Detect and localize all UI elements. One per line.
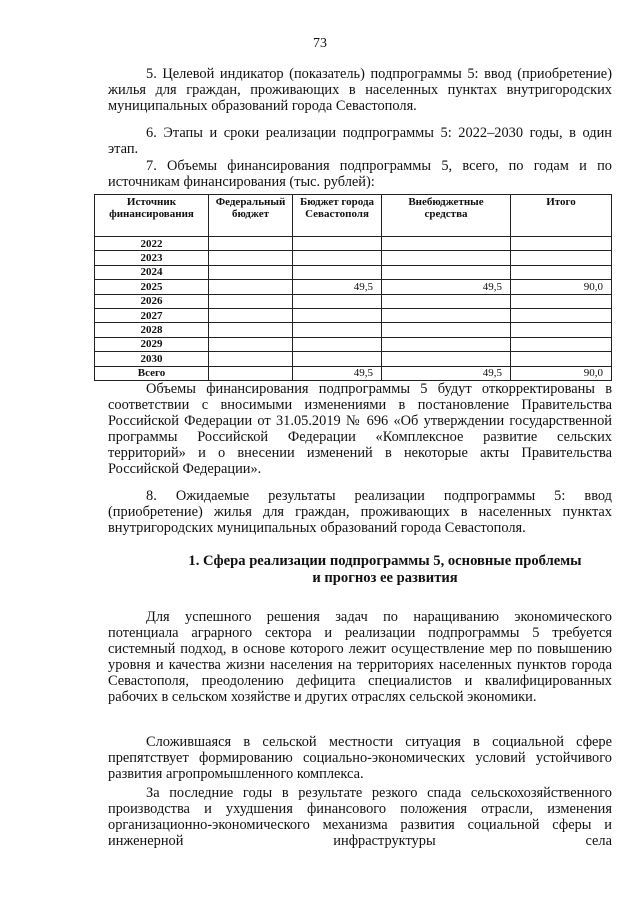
table-total-row (95, 366, 612, 380)
header-extrabudget: Внебюджетные средства (382, 195, 511, 237)
cell-federal (209, 366, 293, 380)
cell-city (293, 251, 382, 265)
page-number: 73 (313, 36, 327, 51)
table-row (95, 337, 612, 351)
row-year: 2028 (95, 323, 209, 337)
row-year: 2025 (95, 280, 209, 294)
cell-total (511, 352, 612, 366)
cell-total (511, 237, 612, 251)
funding-table (94, 194, 612, 381)
cell-federal (209, 280, 293, 294)
row-year: 2026 (95, 294, 209, 308)
paragraph-3: За последние годы в результате резкого спада сельскохозяйственного производства и ухудшения финансового положения отрасли, изменения организационно-экономического механизма развития социальной сферы и инженерной инфраструктуры села (108, 785, 612, 849)
row-year: 2029 (95, 337, 209, 351)
cell-city (293, 308, 382, 322)
cell-federal (209, 308, 293, 322)
row-year: 2023 (95, 251, 209, 265)
table-row (95, 237, 612, 251)
table-row (95, 352, 612, 366)
cell-total: 90,0 (511, 280, 612, 294)
cell-city (293, 294, 382, 308)
table-row (95, 323, 612, 337)
cell-federal (209, 294, 293, 308)
item-8-results: 8. Ожидаемые результаты реализации подпрограммы 5: ввод (приобретение) жилья для граждан, проживающих в населенных пунктах внутригородских муниципальных образований города Севастополя. (108, 488, 612, 536)
item-7-funding: 7. Объемы финансирования подпрограммы 5, всего, по годам и по источникам финансирования (тыс. рублей): (108, 158, 612, 190)
funding-adjustment-note: Объемы финансирования подпрограммы 5 будут откорректированы в соответствии с вносимыми изменениями в постановление Правительства Российской Федерации от 31.05.2019 № 696 «Об утверждении государственной программы Российской Федерации «Комплексное развитие сельских территорий» и о внесении изменений в некоторые акты Правительства Российской Федерации». (108, 381, 612, 477)
row-year: 2027 (95, 308, 209, 322)
cell-federal (209, 323, 293, 337)
header-city: Бюджет города Севастополя (293, 195, 382, 237)
paragraph-2: Сложившаяся в сельской местности ситуация в социальной сфере препятствует формированию социально-экономических условий устойчивого развития агропромышленного комплекса. (108, 734, 612, 782)
cell-extrabudget: 49,5 (382, 366, 511, 380)
cell-total: 90,0 (511, 366, 612, 380)
section-heading-line2: и прогноз ее развития (312, 570, 458, 586)
cell-federal (209, 237, 293, 251)
cell-city: 49,5 (293, 280, 382, 294)
cell-city (293, 323, 382, 337)
item-5-indicator: 5. Целевой индикатор (показатель) подпрограммы 5: ввод (приобретение) жилья для граждан, проживающих в населенных пунктах внутригородских муниципальных образований города Севастополя. (108, 66, 612, 114)
section-heading-line1: 1. Сфера реализации подпрограммы 5, основные проблемы (188, 553, 582, 569)
cell-total (511, 337, 612, 351)
row-year: 2030 (95, 352, 209, 366)
row-total-label: Всего (95, 366, 209, 380)
row-year: 2022 (95, 237, 209, 251)
paragraph-1: Для успешного решения задач по наращиванию экономического потенциала аграрного сектора и реализации подпрограммы 5 требуется системный подход, в основе которого лежит осуществление мер по повышению уровня и качества жизни населения на территориях населенных пунктов города Севастополя, преодолению дефицита специалистов и квалифицированных рабочих в сельском хозяйстве и других отраслях сельской экономики. (108, 609, 612, 705)
table-row (95, 251, 612, 265)
cell-federal (209, 337, 293, 351)
cell-city (293, 265, 382, 279)
header-federal: Федеральный бюджет (209, 195, 293, 237)
cell-total (511, 251, 612, 265)
cell-extrabudget (382, 323, 511, 337)
cell-total (511, 308, 612, 322)
item-6-stages: 6. Этапы и сроки реализации подпрограммы 5: 2022–2030 годы, в один этап. (108, 125, 612, 157)
cell-city (293, 337, 382, 351)
cell-city (293, 237, 382, 251)
header-total: Итого (511, 195, 612, 237)
cell-extrabudget (382, 308, 511, 322)
cell-total (511, 294, 612, 308)
table-header-row (95, 195, 612, 237)
cell-city (293, 352, 382, 366)
cell-city: 49,5 (293, 366, 382, 380)
table-row (95, 294, 612, 308)
cell-extrabudget (382, 265, 511, 279)
header-source: Источник финансирования (95, 195, 209, 237)
cell-extrabudget (382, 337, 511, 351)
cell-federal (209, 265, 293, 279)
cell-extrabudget (382, 251, 511, 265)
cell-total (511, 265, 612, 279)
table-row (95, 280, 612, 294)
cell-extrabudget: 49,5 (382, 280, 511, 294)
cell-extrabudget (382, 294, 511, 308)
cell-federal (209, 251, 293, 265)
section-heading (150, 553, 620, 587)
table-row (95, 308, 612, 322)
row-year: 2024 (95, 265, 209, 279)
cell-federal (209, 352, 293, 366)
cell-extrabudget (382, 352, 511, 366)
table-row (95, 265, 612, 279)
cell-extrabudget (382, 237, 511, 251)
cell-total (511, 323, 612, 337)
